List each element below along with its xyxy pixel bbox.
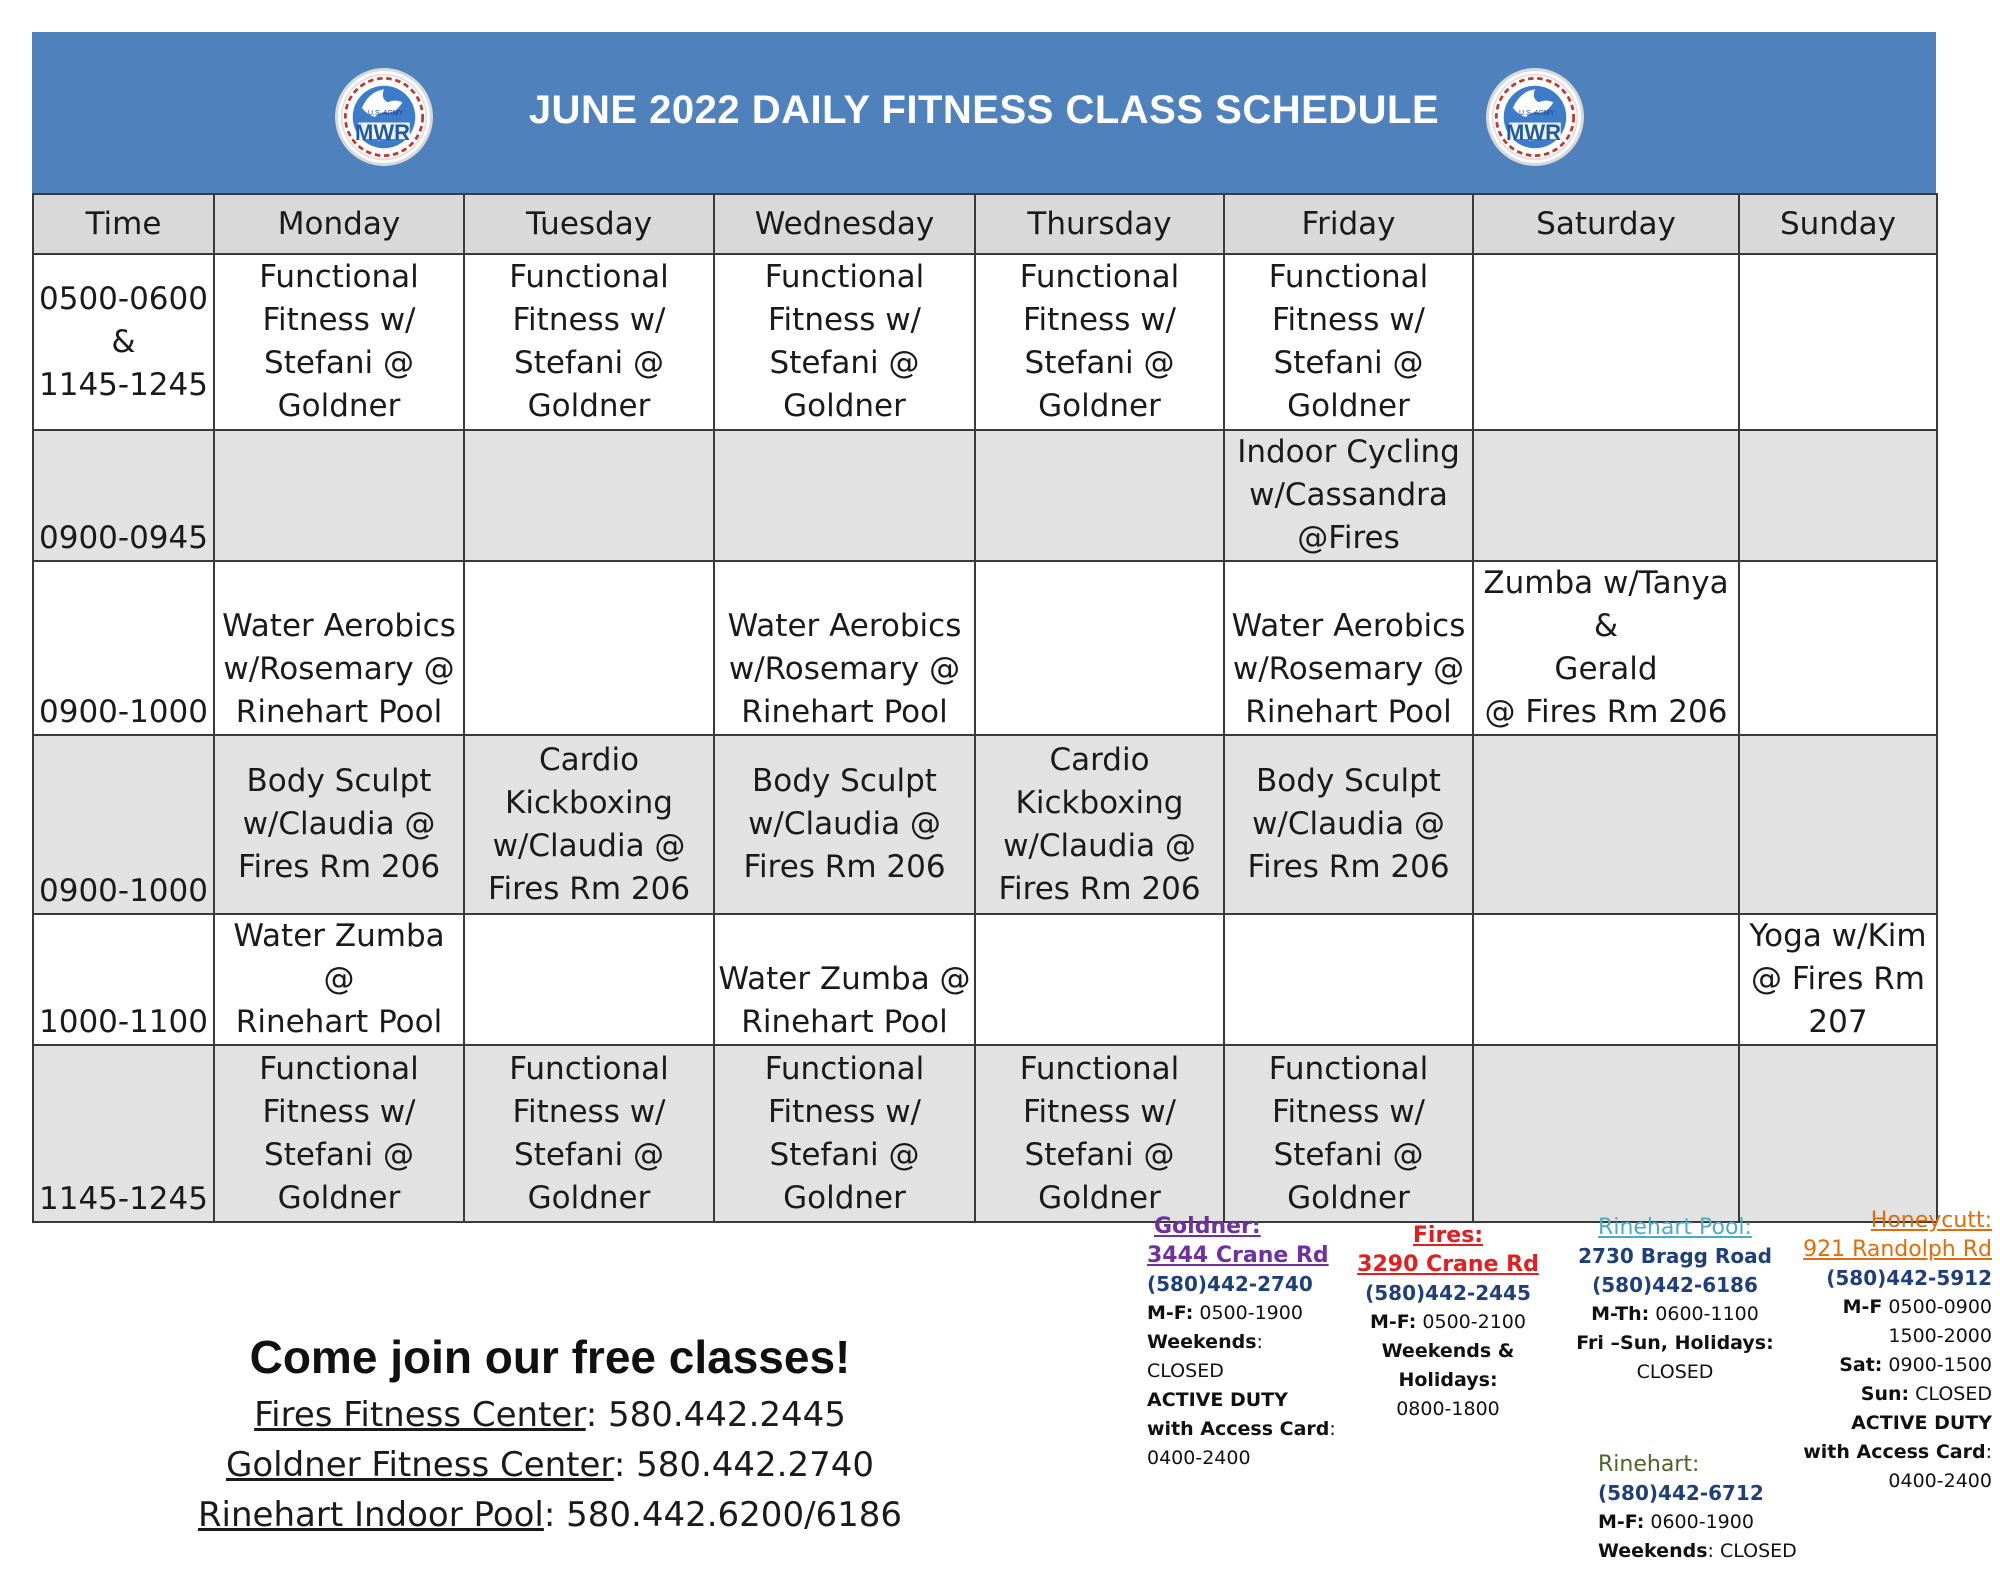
join-title: Come join our free classes! [249, 1331, 851, 1383]
class-line: Fitness w/ [1271, 302, 1426, 338]
hours-line: Weekends: CLOSED [1598, 1540, 1797, 1562]
column-header-saturday: Saturday [1473, 194, 1739, 254]
class-line: Functional [259, 259, 419, 295]
location-address: 2730 Bragg Road [1578, 1244, 1772, 1268]
class-cell-thursday [975, 254, 1224, 430]
hours-line: M-F: 0500-1900 [1147, 1302, 1303, 1324]
class-line: Stefani @ [1273, 1136, 1424, 1173]
class-line: Functional [764, 259, 925, 295]
class-line: Stefani @ [1024, 345, 1175, 381]
class-line: Stefani @ [1024, 1136, 1175, 1173]
location-address: 921 Randolph Rd [1803, 1237, 1992, 1262]
class-cell-tuesday [464, 561, 714, 735]
contact-line-goldner [150, 1440, 950, 1490]
hours-line: with Access Card: [1803, 1441, 1992, 1463]
logo-label-left: MWR [355, 120, 410, 145]
class-line: Stefani @ [264, 345, 414, 381]
contact-phone: : 580.442.2445 [585, 1395, 846, 1435]
class-line: Rinehart Pool [235, 694, 443, 730]
class-cell-sunday [1739, 254, 1937, 430]
class-cell-saturday [1473, 735, 1739, 914]
class-line: Water Aerobics [727, 608, 962, 644]
class-line: Fires Rm 206 [237, 849, 441, 885]
column-header-friday: Friday [1224, 194, 1473, 254]
class-line: Goldner [1038, 1179, 1161, 1216]
class-line: Fitness w/ [262, 1093, 416, 1130]
hours-line: 0800-1800 [1396, 1398, 1500, 1420]
class-cell-monday [214, 430, 464, 561]
time-cell [33, 561, 214, 735]
class-line: Fitness w/ [262, 302, 416, 338]
class-line: Stefani @ [264, 1136, 414, 1173]
hours-line: Weekends: [1147, 1331, 1263, 1353]
hours-line: Fri –Sun, Holidays: [1576, 1332, 1774, 1354]
logo-sublabel-right: U.S. ARMY [1519, 110, 1555, 117]
class-cell-friday [1224, 735, 1473, 914]
class-cell-friday [1224, 254, 1473, 430]
hours-line: CLOSED [1636, 1361, 1714, 1383]
location-phone: (580)442-2445 [1365, 1281, 1531, 1305]
class-line: Cardio [1049, 741, 1150, 778]
class-cell-tuesday [464, 430, 714, 561]
class-cell-wednesday [714, 430, 975, 561]
location-phone: (580)442-6712 [1598, 1481, 1764, 1505]
class-cell-thursday [975, 1045, 1224, 1222]
logo-label-right: MWR [1506, 120, 1561, 145]
time-line: 0900-1000 [39, 694, 208, 730]
class-cell-saturday [1473, 1045, 1739, 1222]
class-line: Goldner [1287, 388, 1410, 424]
class-line: @Fires [1297, 520, 1400, 556]
class-line: Goldner [783, 1179, 906, 1216]
table-row [33, 914, 1937, 1045]
class-line: w/Rosemary @ [223, 651, 455, 687]
time-cell [33, 1045, 214, 1222]
class-cell-thursday [975, 914, 1224, 1045]
class-line: Stefani @ [1273, 345, 1424, 381]
header-row [33, 194, 1937, 254]
hours-line: M-F: 0600-1900 [1598, 1511, 1754, 1533]
class-line: w/Claudia @ [1252, 806, 1445, 842]
class-line: Fitness w/ [767, 302, 922, 338]
class-line: Water Aerobics [1231, 608, 1466, 644]
class-cell-monday [214, 735, 464, 914]
location-address: 3290 Crane Rd [1357, 1252, 1539, 1277]
contact-name: Goldner Fitness Center [225, 1445, 614, 1485]
class-line: Fitness w/ [767, 1093, 922, 1130]
table-row [33, 735, 1937, 914]
class-cell-tuesday [464, 735, 714, 914]
contact-phone: : 580.442.2740 [613, 1445, 875, 1485]
class-line: Goldner [277, 388, 401, 424]
hours-line: ACTIVE DUTY [1851, 1412, 1992, 1434]
globe-icon [1489, 71, 1581, 163]
class-line: 207 [1808, 1004, 1868, 1040]
time-line: 1000-1100 [39, 1004, 208, 1040]
hours-line: 0400-2400 [1147, 1447, 1251, 1469]
class-line: Functional [1268, 1050, 1429, 1087]
contact-line-rinehart [150, 1490, 950, 1540]
class-line: Functional [509, 1050, 669, 1087]
class-line: w/Claudia @ [492, 827, 686, 864]
time-cell [33, 914, 214, 1045]
class-line: Rinehart Pool [741, 694, 948, 730]
contact-name: Fires Fitness Center [254, 1395, 586, 1435]
class-cell-sunday [1739, 735, 1937, 914]
class-cell-friday [1224, 561, 1473, 735]
class-line: @ Fires Rm 206 [1484, 694, 1728, 730]
class-cell-wednesday [714, 1045, 975, 1222]
logo-sublabel-left: U.S. ARMY [368, 110, 404, 117]
class-line: Rinehart Pool [741, 1004, 948, 1040]
class-line: Goldner [1287, 1179, 1410, 1216]
class-cell-friday [1224, 1045, 1473, 1222]
class-line: Functional [1019, 259, 1180, 295]
class-line: Fitness w/ [512, 1093, 666, 1130]
time-line: 1145-1245 [39, 366, 208, 403]
location-name: Rinehart: [1598, 1452, 1700, 1477]
class-cell-monday [214, 254, 464, 430]
class-cell-tuesday [464, 914, 714, 1045]
class-cell-saturday [1473, 561, 1739, 735]
class-cell-sunday [1739, 1045, 1937, 1222]
class-line: w/Rosemary @ [1232, 651, 1465, 687]
class-line: Zumba w/Tanya & [1483, 565, 1729, 644]
class-line: Fitness w/ [512, 302, 666, 338]
class-line: Fires Rm 206 [487, 870, 691, 907]
class-line: Fitness w/ [1022, 1093, 1177, 1130]
class-line: Water Aerobics [222, 608, 456, 644]
hours-line: Sat: 0900-1500 [1839, 1354, 1992, 1376]
schedule-table [32, 193, 1938, 1223]
class-line: w/Claudia @ [748, 806, 941, 842]
class-line: Goldner [783, 388, 906, 424]
location-phone: (580)442-5912 [1826, 1266, 1992, 1290]
class-line: Goldner [527, 1179, 651, 1216]
location-fires [1352, 1221, 1544, 1424]
class-line: Rinehart Pool [1245, 694, 1452, 730]
hours-line: M-Th: 0600-1100 [1591, 1303, 1759, 1325]
time-line: & [111, 323, 136, 360]
hours-line: with Access Card: [1147, 1418, 1336, 1440]
class-cell-wednesday [714, 735, 975, 914]
class-cell-saturday [1473, 430, 1739, 561]
hours-line: 0400-2400 [1888, 1470, 1992, 1492]
table-row [33, 1045, 1937, 1222]
class-cell-friday [1224, 914, 1473, 1045]
table-row [33, 254, 1937, 430]
location-rinehart-pool [1570, 1213, 1780, 1387]
location-phone: (580)442-2740 [1147, 1272, 1313, 1296]
time-cell [33, 254, 214, 430]
class-cell-wednesday [714, 254, 975, 430]
class-line: Fires Rm 206 [743, 849, 946, 885]
class-cell-friday [1224, 430, 1473, 561]
class-cell-thursday [975, 561, 1224, 735]
class-line: Body Sculpt [1256, 763, 1441, 799]
location-name: Rinehart Pool: [1598, 1215, 1752, 1240]
class-line: Goldner [527, 388, 651, 424]
location-name: Goldner: [1154, 1214, 1261, 1239]
time-line: 0900-1000 [39, 873, 208, 909]
class-line: Stefani @ [514, 345, 664, 381]
join-section [150, 1330, 950, 1540]
contact-phone: : 580.442.6200/6186 [543, 1495, 903, 1535]
table-row [33, 430, 1937, 561]
class-line: w/Cassandra [1249, 477, 1448, 513]
class-cell-monday [214, 914, 464, 1045]
class-cell-thursday [975, 430, 1224, 561]
class-line: w/Rosemary @ [728, 651, 961, 687]
hours-line: CLOSED [1147, 1360, 1224, 1382]
class-line: w/Claudia @ [242, 806, 436, 842]
hours-line: Holidays: [1398, 1369, 1498, 1391]
class-line: Goldner [1038, 388, 1161, 424]
time-line: 1145-1245 [39, 1181, 208, 1217]
class-cell-sunday [1739, 914, 1937, 1045]
location-address: 3444 Crane Rd [1147, 1243, 1329, 1268]
class-line: Fires Rm 206 [1247, 849, 1450, 885]
class-cell-sunday [1739, 561, 1937, 735]
class-line: Indoor Cycling [1237, 434, 1460, 470]
location-phone: (580)442-6186 [1592, 1273, 1758, 1297]
class-line: Stefani @ [769, 345, 920, 381]
time-line: 0500-0600 [39, 280, 208, 317]
location-goldner [1147, 1212, 1336, 1473]
hours-line: Weekends & [1381, 1340, 1515, 1362]
class-line: Stefani @ [514, 1136, 664, 1173]
time-cell [33, 735, 214, 914]
class-cell-monday [214, 1045, 464, 1222]
class-line: Body Sculpt [246, 763, 432, 799]
class-line: Stefani @ [769, 1136, 920, 1173]
location-name: Fires: [1412, 1223, 1484, 1248]
class-line: Rinehart Pool [235, 1004, 443, 1040]
class-line: Body Sculpt [752, 763, 937, 799]
page-title: JUNE 2022 DAILY FITNESS CLASS SCHEDULE [528, 88, 1440, 132]
class-line: Fitness w/ [1271, 1093, 1426, 1130]
class-line: Cardio [538, 741, 640, 778]
class-line: Kickboxing [505, 784, 673, 821]
hours-line: M-F: 0500-2100 [1370, 1311, 1526, 1333]
class-line: Fitness w/ [1022, 302, 1177, 338]
class-cell-thursday [975, 735, 1224, 914]
class-cell-monday [214, 561, 464, 735]
class-line: Functional [764, 1050, 925, 1087]
class-line: Functional [1268, 259, 1429, 295]
column-header-sunday: Sunday [1739, 194, 1937, 254]
class-cell-tuesday [464, 254, 714, 430]
hours-line: M-F 0500-0900 [1842, 1296, 1992, 1318]
column-header-time: Time [33, 194, 214, 254]
time-cell [33, 430, 214, 561]
contact-line-fires [150, 1390, 950, 1440]
class-cell-wednesday [714, 914, 975, 1045]
column-header-tuesday: Tuesday [464, 194, 714, 254]
class-line: @ Fires Rm [1751, 961, 1925, 997]
class-line: Functional [509, 259, 669, 295]
class-line: Water Zumba @ [718, 961, 971, 997]
class-line: Yoga w/Kim [1749, 918, 1927, 954]
class-cell-saturday [1473, 254, 1739, 430]
column-header-monday: Monday [214, 194, 464, 254]
class-line: Gerald [1554, 651, 1658, 687]
mwr-logo [1486, 68, 1584, 166]
contact-name: Rinehart Indoor Pool [197, 1495, 544, 1535]
hours-line: ACTIVE DUTY [1147, 1389, 1288, 1411]
class-cell-wednesday [714, 561, 975, 735]
class-cell-tuesday [464, 1045, 714, 1222]
column-header-wednesday: Wednesday [714, 194, 975, 254]
header-banner [32, 32, 1936, 193]
class-line: Functional [259, 1050, 419, 1087]
class-line: Water Zumba @ [233, 918, 445, 997]
class-line: w/Claudia @ [1003, 827, 1196, 864]
table-row [33, 561, 1937, 735]
class-line: Goldner [277, 1179, 401, 1216]
location-honeycutt [1790, 1206, 1992, 1496]
class-line: Kickboxing [1015, 784, 1184, 821]
class-cell-saturday [1473, 914, 1739, 1045]
hours-line: 1500-2000 [1888, 1325, 1992, 1347]
time-line: 0900-0945 [39, 520, 208, 556]
location-rinehart [1598, 1450, 1797, 1566]
class-cell-sunday [1739, 430, 1937, 561]
column-header-thursday: Thursday [975, 194, 1224, 254]
class-line: Fires Rm 206 [998, 870, 1201, 907]
hours-line: Sun: CLOSED [1860, 1383, 1992, 1405]
location-name: Honeycutt: [1870, 1208, 1992, 1233]
class-line: Functional [1019, 1050, 1180, 1087]
